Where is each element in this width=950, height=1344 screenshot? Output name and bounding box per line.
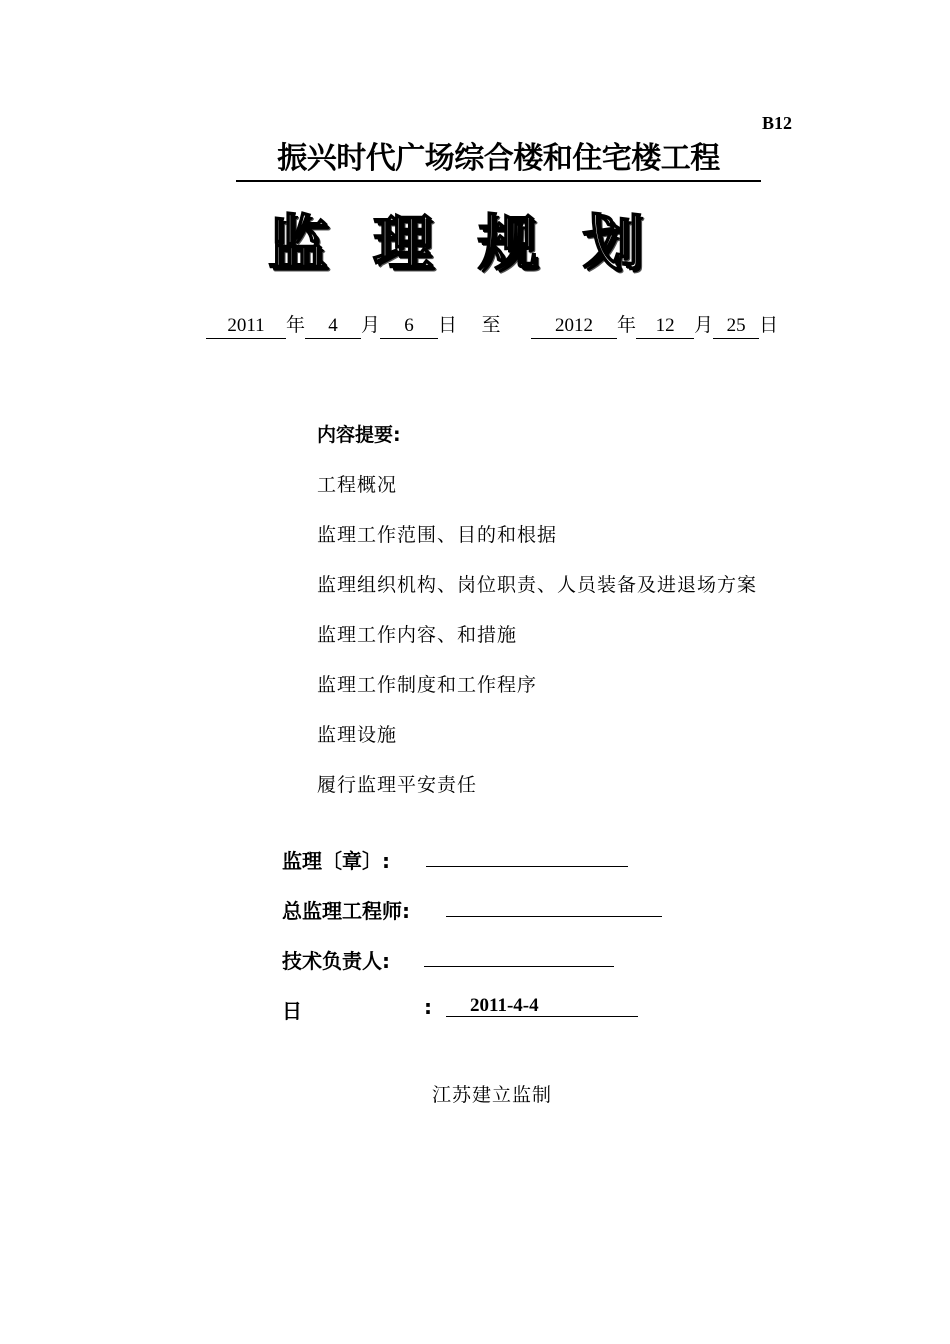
toc-item: 工程概况 [317,474,398,496]
chief-engineer-line [446,916,662,917]
supervisor-seal-line [426,866,628,867]
end-day: 25 [713,314,759,339]
document-code: B12 [762,113,793,133]
date-label: 日 [282,999,302,1023]
day-char: 日 [759,314,779,336]
toc-item: 监理组织机构、岗位职责、人员装备及进退场方案 [317,574,758,596]
toc-item: 监理工作制度和工作程序 [317,674,538,696]
start-month: 4 [305,314,361,339]
supervisor-seal-label: 监理〔章〕: [282,849,390,873]
company-name: 江苏建立监制 [432,1084,553,1106]
main-title: 监 理 规 划 [268,209,655,279]
toc-title: 内容提要: [317,424,401,446]
toc-item: 监理工作范围、目的和根据 [317,524,558,546]
project-name: 振兴时代广场综合楼和住宅楼工程 [236,140,761,182]
tech-lead-line [424,966,614,967]
toc-item: 监理设施 [317,724,398,746]
date-line [446,1016,638,1017]
period-to: 至 [481,314,501,336]
toc-item: 监理工作内容、和措施 [317,624,518,646]
end-year: 2012 [531,314,617,339]
year-char: 年 [617,314,637,336]
end-month: 12 [636,314,694,339]
chief-engineer-label: 总监理工程师: [282,899,410,923]
tech-lead-label: 技术负责人: [282,949,390,973]
month-char: 月 [361,314,381,336]
date-value: 2011-4-4 [470,995,539,1016]
start-day: 6 [380,314,438,339]
start-year: 2011 [206,314,286,339]
day-char: 日 [438,314,458,336]
date-colon: : [424,995,432,1019]
year-char: 年 [286,314,306,336]
toc-item: 履行监理平安责任 [317,774,478,796]
month-char: 月 [694,314,714,336]
period-line [206,311,778,339]
